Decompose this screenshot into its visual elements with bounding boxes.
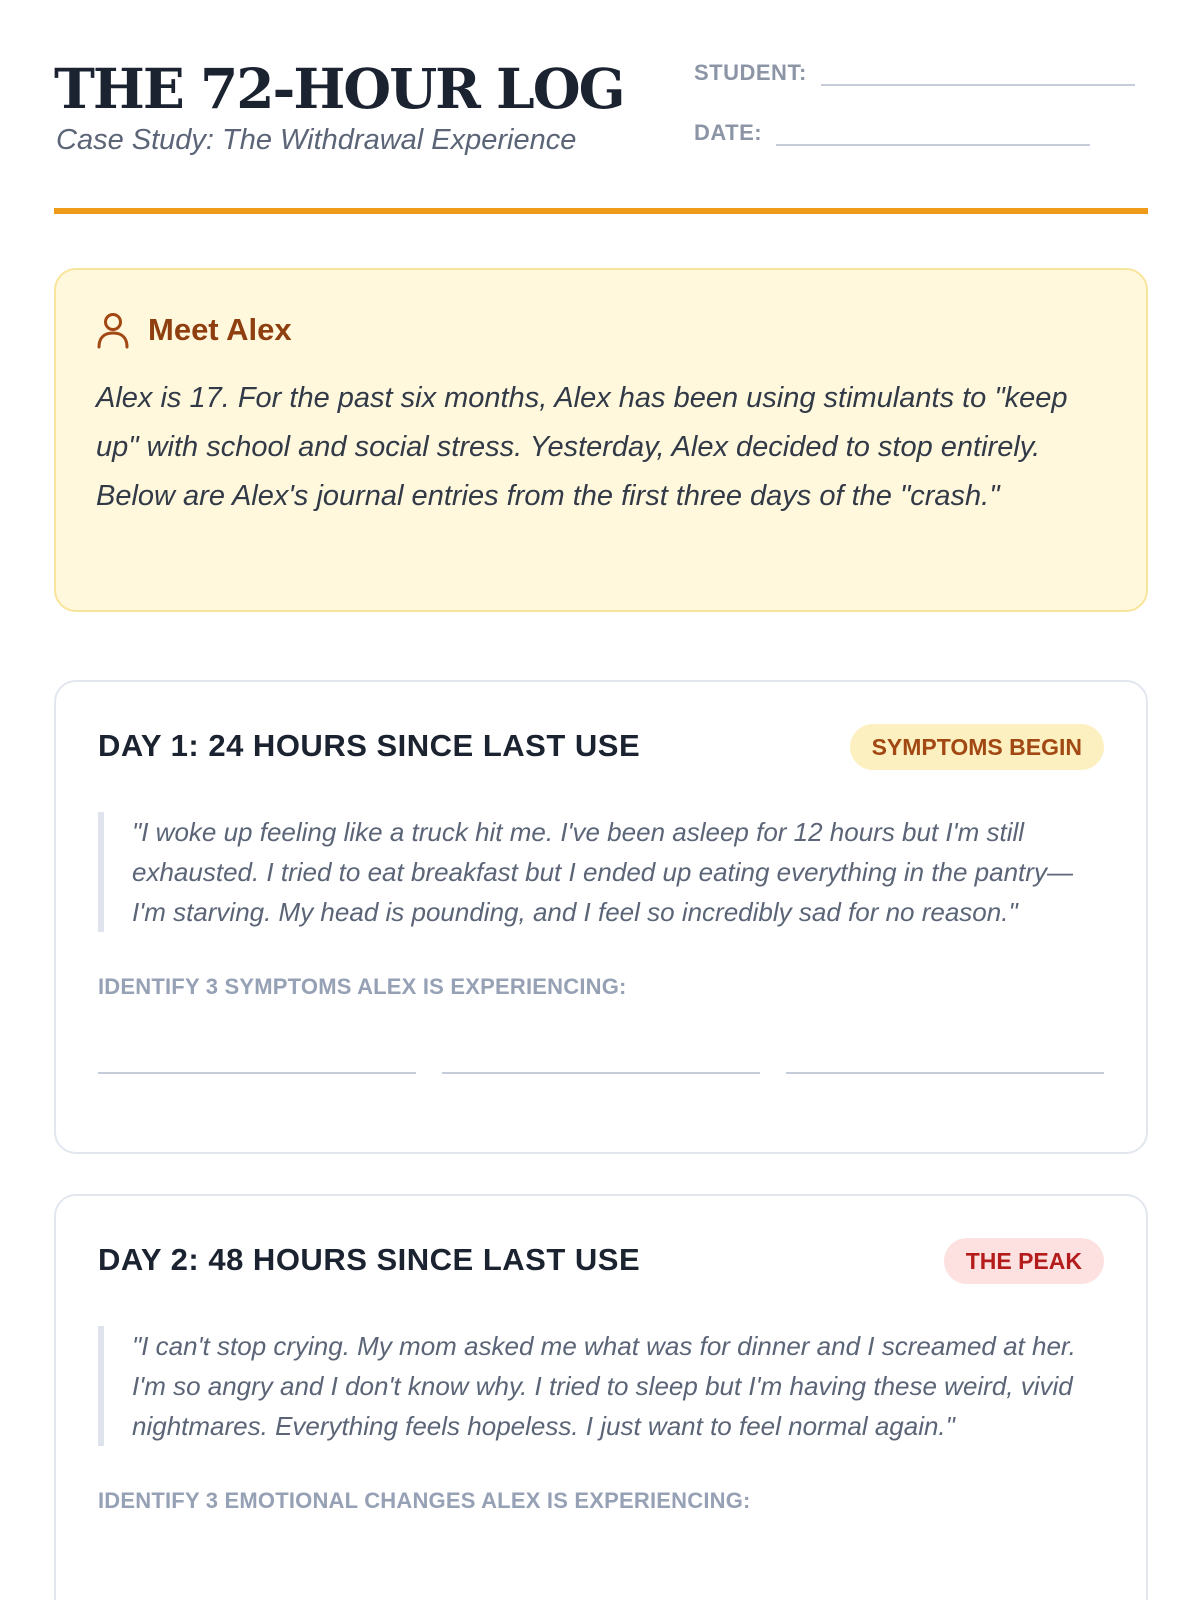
user-icon (96, 311, 130, 349)
student-label: STUDENT: (694, 60, 807, 85)
question-prompt: IDENTIFY 3 EMOTIONAL CHANGES ALEX IS EXPERIENCING: (98, 1488, 751, 1513)
student-name-line[interactable] (821, 84, 1135, 86)
status-badge: THE PEAK (944, 1238, 1104, 1284)
intro-callout (54, 268, 1148, 612)
question-prompt: IDENTIFY 3 SYMPTOMS ALEX IS EXPERIENCING: (98, 974, 627, 999)
day-2-title: DAY 2: 48 HOURS SINCE LAST USE (98, 1242, 641, 1277)
day-1-title: DAY 1: 24 HOURS SINCE LAST USE (98, 728, 641, 763)
date-field[interactable] (694, 120, 1090, 146)
status-badge: SYMPTOMS BEGIN (850, 724, 1104, 770)
journal-quote: "I can't stop crying. My mom asked me what was for dinner and I screamed at her. I'm so angry and I don't know why. I tried to sleep but I'm having these weird, vivid nightmares. Everything feels hopeless. I just want to feel normal again." (98, 1326, 1104, 1446)
answer-line-1[interactable] (98, 1072, 416, 1074)
date-label: DATE: (694, 120, 763, 145)
intro-text: Alex is 17. For the past six months, Alex has been using stimulants to "keep up" with school and social stress. Yesterday, Alex decided to stop entirely. Below are Alex's journal entries from the first three days of the "crash." (96, 382, 1068, 512)
day-2-header (98, 1196, 1104, 1326)
date-line[interactable] (776, 144, 1090, 146)
day-1-header (98, 682, 1104, 812)
header-divider (54, 208, 1148, 214)
page-subtitle: Case Study: The Withdrawal Experience (56, 124, 577, 156)
student-field[interactable] (694, 60, 1135, 86)
page-title: THE 72-HOUR LOG (54, 56, 624, 121)
answer-lines (98, 1072, 1104, 1074)
answer-line-3[interactable] (786, 1072, 1104, 1074)
journal-quote: "I woke up feeling like a truck hit me. I've been asleep for 12 hours but I'm still exhausted. I tried to eat breakfast but I ended up eating everything in the pantry—I'm starving. My head is pounding, and I feel so incredibly sad for no reason." (98, 812, 1104, 932)
day-1-entry-card (54, 680, 1148, 1154)
answer-line-2[interactable] (442, 1072, 760, 1074)
day-2-entry-card (54, 1194, 1148, 1600)
worksheet-header (54, 54, 1148, 214)
intro-title: Meet Alex (148, 312, 292, 347)
intro-heading (96, 310, 1106, 350)
